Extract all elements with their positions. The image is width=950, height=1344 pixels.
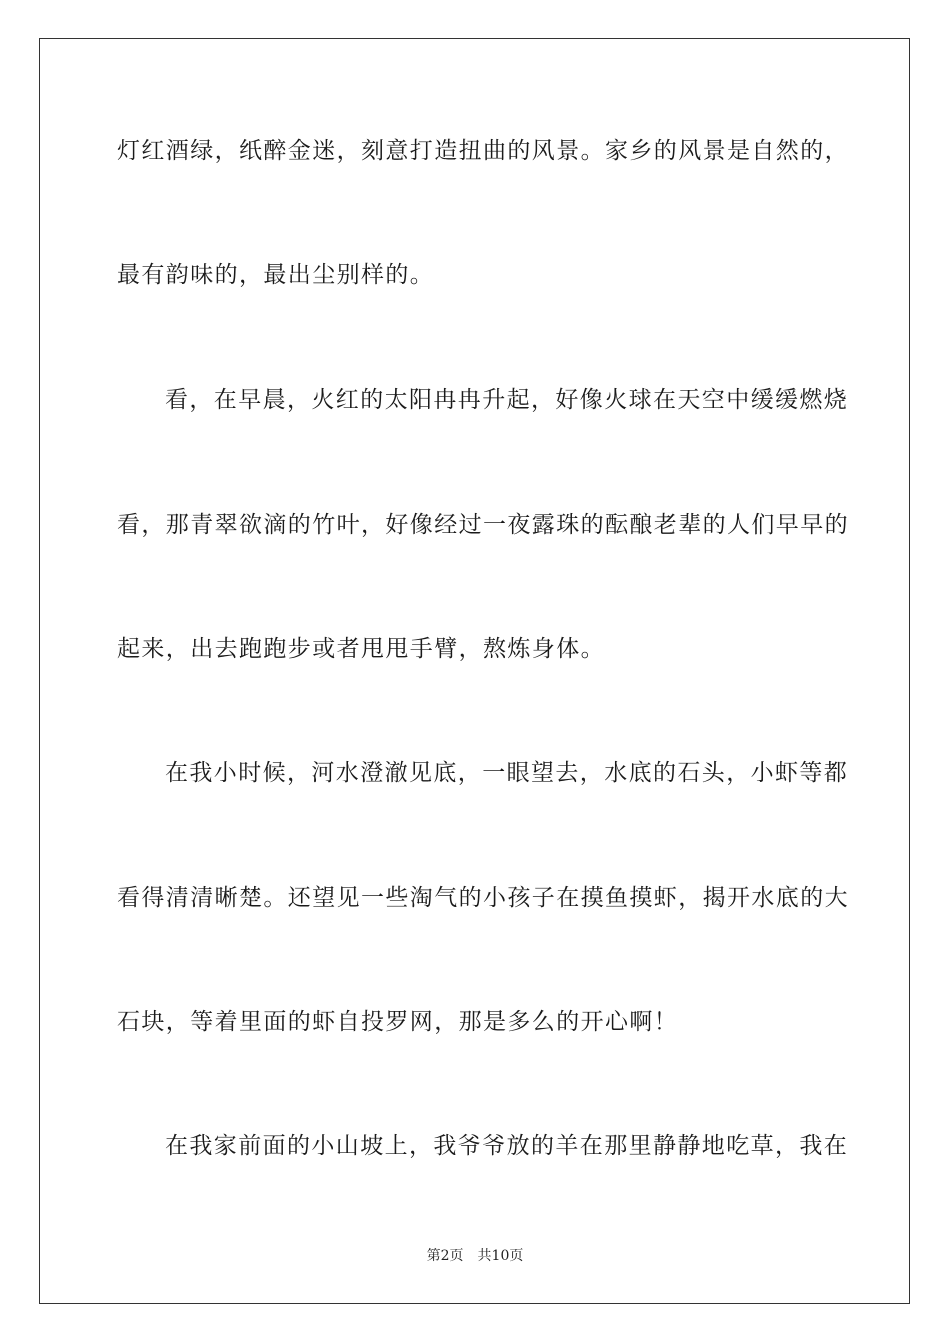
- paragraph-line-5: 起来，出去跑跑步或者甩甩手臂，熬炼身体。: [117, 636, 605, 662]
- paragraph-line-4: 看，那青翠欲滴的竹叶，好像经过一夜露珠的酝酿老辈的人们早早的: [117, 512, 849, 538]
- paragraph-line-7: 看得清清晰楚。还望见一些淘气的小孩子在摸鱼摸虾，揭开水底的大: [117, 885, 849, 911]
- page-total: 共10页: [477, 1248, 524, 1264]
- paragraph-line-3: 看，在早晨，火红的太阳冉冉升起，好像火球在天空中缓缓燃烧: [165, 387, 849, 413]
- page-footer: [0, 1246, 950, 1266]
- page-border: [39, 38, 910, 1304]
- paragraph-line-6: 在我小时候，河水澄澈见底，一眼望去，水底的石头，小虾等都: [165, 760, 849, 786]
- paragraph-line-9: 在我家前面的小山坡上，我爷爷放的羊在那里静静地吃草，我在: [165, 1133, 849, 1159]
- paragraph-line-1: 灯红酒绿，纸醉金迷，刻意打造扭曲的风景。家乡的风景是自然的，: [117, 138, 849, 164]
- paragraph-line-8: 石块，等着里面的虾自投罗网，那是多么的开心啊！: [117, 1009, 679, 1035]
- paragraph-line-2: 最有韵味的，最出尘别样的。: [117, 262, 435, 288]
- page-number: 第2页: [426, 1248, 464, 1264]
